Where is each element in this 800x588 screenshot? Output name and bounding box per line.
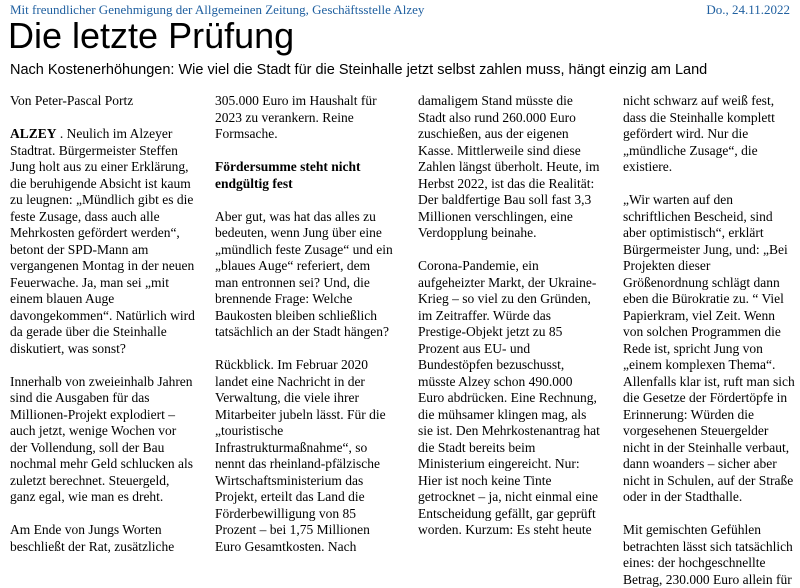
paragraph: damaligem Stand müsste die Stadt also rund 260.000 Euro zuschießen, aus der eigenen Kasse. Mittlerweile sind diese Zahlen längst überholt. Heute, im Herbst 2022, ist das die Realität: Der baldfertige Bau soll fast 3,3 Millionen verschlingen, eine Verdopplung beinahe. <box>418 93 600 240</box>
paragraph: „Wir warten auf den schriftlichen Bescheid, sind aber optimistisch“, erklärt Bürgermeister Jung, und: „Bei Projekten dieser Größenordnung schlägt dann eben die Bürokratie zu. “ Viel Papierkram, viel Zeit. Wenn von solchen Programmen die Rede ist, spricht Jung von „einem komplexen Thema“. Allenfalls klar ist, ruft man sich die Gesetze der Fördertöpfe in Erinnerung: Würden die vorgesehenen Steuergelder nicht in der Steinhalle verbaut, dann woanders – sicher aber nicht in Schulen, auf der Straße oder in der Stadthalle. <box>623 192 795 504</box>
paragraph: Aber gut, was hat das alles zu bedeuten, wenn Jung über eine „mündlich feste Zusage“ und ein „blaues Auge“ referiert, dem man entronnen sei? Und, die brennende Frage: Welche Baukosten bleiben schließlich tatsächlich an der Stadt hängen? <box>215 208 393 339</box>
paragraph: Corona-Pandemie, ein aufgeheizter Markt, der Ukraine-Krieg – so viel zu den Gründen, im Zeitraffer. Würde das Prestige-Objekt jetzt zu 85 Prozent aus EU- und Bundestöpfen bezuschusst, müsste Alzey schon 490.000 Euro abdrücken. Eine Rechnung, die mühsamer klingen mag, als sie ist. Den Mehrkostenantrag hat die Stadt bereits beim Ministerium eingereicht. Nur: Hier ist noch keine Tinte getrocknet – ja, nicht einmal eine Entscheidung gefällt, gar geprüft worden. Kurzum: Es steht heute <box>418 258 600 537</box>
paragraph: 305.000 Euro im Haushalt für 2023 zu verankern. Reine Formsache. <box>215 93 377 141</box>
article-column-2 <box>215 93 395 554</box>
paragraph-text: . Neulich im Alzeyer Stadtrat. Bürgermeister Steffen Jung holt aus zu einer Erklärung, die beruhigende Absicht ist kaum zu leugnen: „Mündlich gibt es die feste Zusage, dass auch alle Mehrkosten gefördert werden“, betont der SPD-Mann am vergangenen Montag in der neuen Feuerwache. Ja, man sei „mit einem blauen Auge davongekommen“. Natürlich wird da gerade über die Steinhalle diskutiert, was sonst? <box>10 126 195 356</box>
paragraph: nicht schwarz auf weiß fest, dass die Steinhalle komplett gefördert wird. Nur die „mündliche Zusage“, die existiere. <box>623 93 775 174</box>
paragraph <box>10 126 195 357</box>
article-column-4 <box>623 93 798 587</box>
paragraph: Rückblick. Im Februar 2020 landet eine Nachricht in der Verwaltung, die viele ihrer Mitarbeiter jubeln lässt. Für die „touristische Infrastrukturmaßnahme“, so nennt das rheinland-pfälzische Wirtschaftsministerium das Projekt, erteilt das Land die Förderbewilligung von 85 Prozent – bei 1,75 Millionen Euro Gesamtkosten. Nach <box>215 357 386 554</box>
article-title: Die letzte Prüfung <box>8 15 295 56</box>
article-subtitle: Nach Kostenerhöhungen: Wie viel die Stadt für die Steinhalle jetzt selbst zahlen muss, hängt einzig am Land <box>10 62 708 78</box>
paragraph: Innerhalb von zweieinhalb Jahren sind die Ausgaben für das Millionen-Projekt explodiert – auch jetzt, wenige Wochen vor der Vollendung, soll der Bau nochmal mehr Geld schlucken als zuletzt berechnet. Steuergeld, ganz egal, wie man es dreht. <box>10 373 193 504</box>
article-column-1 <box>10 93 195 554</box>
source-credit: Mit freundlicher Genehmigung der Allgemeinen Zeitung, Geschäftsstelle Alzey <box>10 2 425 17</box>
paragraph: Mit gemischten Gefühlen betrachten lässt sich tatsächlich eines: der hochgeschnellte Betrag, 230.000 Euro allein für <box>623 522 793 587</box>
article-column-3 <box>418 93 600 537</box>
byline: Von Peter-Pascal Portz <box>10 93 134 108</box>
dateline: ALZEY <box>10 126 57 141</box>
paragraph: Am Ende von Jungs Worten beschließt der Rat, zusätzliche <box>10 522 175 554</box>
publication-date: Do., 24.11.2022 <box>706 2 790 17</box>
subheading: Fördersumme steht nicht endgültig fest <box>215 159 361 191</box>
